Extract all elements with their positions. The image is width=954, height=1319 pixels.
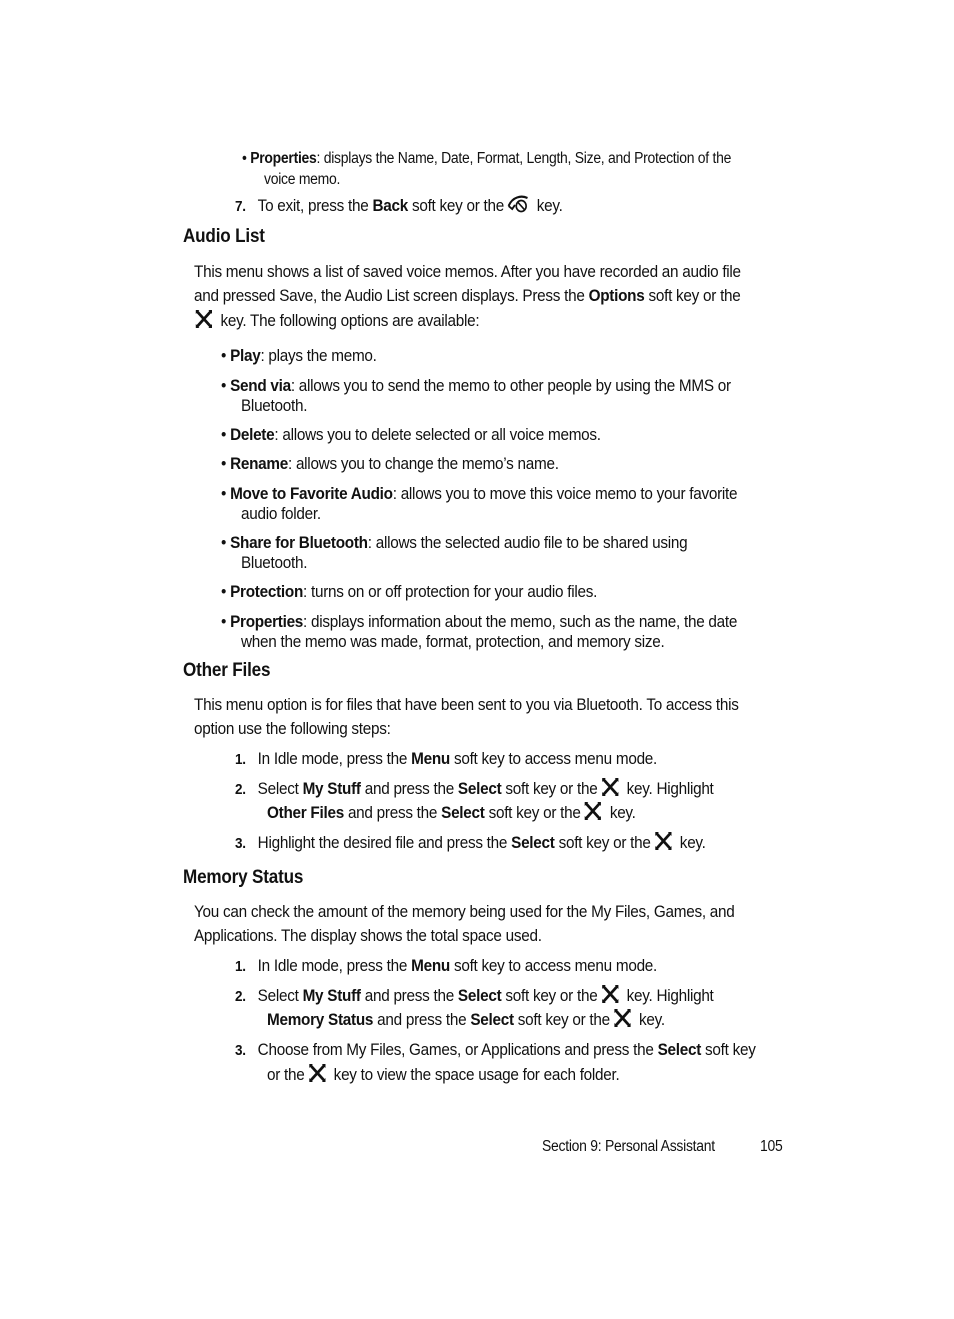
memory-status-step-3: 3. Choose from My Files, Games, or Applications and press the Select soft key xyxy=(235,1040,756,1059)
bullet-share-bluetooth: • Share for Bluetooth: allows the selected audio file to be shared using xyxy=(221,533,688,552)
audio-list-intro-1: This menu shows a list of saved voice memos. After you have recorded an audio file xyxy=(194,262,741,281)
other-files-step-3: 3. Highlight the desired file and press the Select soft key or the key. xyxy=(235,833,706,852)
bullet-share-bluetooth-cont: Bluetooth. xyxy=(241,553,308,572)
select-key-icon xyxy=(600,984,620,1004)
select-key-icon xyxy=(613,1008,633,1028)
other-files-intro-2: option use the following steps: xyxy=(194,719,391,738)
memory-status-intro-2: Applications. The display shows the total space used. xyxy=(194,926,542,945)
bullet-send-via-cont: Bluetooth. xyxy=(241,396,308,415)
bullet-properties-top: • Properties: displays the Name, Date, Format, Length, Size, and Protection of the xyxy=(242,150,732,167)
bullet-properties: • Properties: displays information about the memo, such as the name, the date xyxy=(221,612,738,631)
other-files-step-1: 1. In Idle mode, press the Menu soft key to access menu mode. xyxy=(235,749,658,768)
audio-list-intro-2: and pressed Save, the Audio List screen displays. Press the Options soft key or the xyxy=(194,286,741,305)
end-key-icon xyxy=(507,194,530,214)
memory-status-intro-1: You can check the amount of the memory being used for the My Files, Games, and xyxy=(194,902,735,921)
step-7: 7. To exit, press the Back soft key or the key. xyxy=(235,196,563,215)
memory-status-step-2-cont: Memory Status and press the Select soft key or the key. xyxy=(267,1010,665,1029)
footer-section: Section 9: Personal Assistant xyxy=(542,1138,715,1155)
bullet-play: • Play: plays the memo. xyxy=(221,346,377,365)
bullet-properties-top-cont: voice memo. xyxy=(264,171,341,188)
bullet-delete: • Delete: allows you to delete selected or all voice memos. xyxy=(221,425,601,444)
select-key-icon xyxy=(600,777,620,797)
select-key-icon xyxy=(194,309,214,329)
bullet-properties-cont: when the memo was made, format, protection, and memory size. xyxy=(241,632,665,651)
heading-other-files: Other Files xyxy=(183,660,271,681)
memory-status-step-1: 1. In Idle mode, press the Menu soft key to access menu mode. xyxy=(235,956,658,975)
memory-status-step-2: 2. Select My Stuff and press the Select soft key or the key. Highlight xyxy=(235,986,714,1005)
heading-audio-list: Audio List xyxy=(183,226,265,247)
other-files-step-2: 2. Select My Stuff and press the Select soft key or the key. Highlight xyxy=(235,779,714,798)
bullet-send-via: • Send via: allows you to send the memo to other people by using the MMS or xyxy=(221,376,731,395)
select-key-icon xyxy=(307,1063,327,1083)
bullet-protection: • Protection: turns on or off protection for your audio files. xyxy=(221,582,598,601)
audio-list-intro-3: key. The following options are available: xyxy=(194,309,479,333)
memory-status-step-3-cont: or the key to view the space usage for each folder. xyxy=(267,1065,620,1084)
other-files-intro-1: This menu option is for files that have been sent to you via Bluetooth. To access this xyxy=(194,695,739,714)
select-key-icon xyxy=(583,801,603,821)
bullet-rename: • Rename: allows you to change the memo’s name. xyxy=(221,454,559,473)
select-key-icon xyxy=(653,831,673,851)
other-files-step-2-cont: Other Files and press the Select soft key or the key. xyxy=(267,803,636,822)
bullet-move-favorite: • Move to Favorite Audio: allows you to move this voice memo to your favorite xyxy=(221,484,738,503)
heading-memory-status: Memory Status xyxy=(183,867,304,888)
bullet-move-favorite-cont: audio folder. xyxy=(241,504,321,523)
footer-page-number: 105 xyxy=(760,1138,783,1155)
